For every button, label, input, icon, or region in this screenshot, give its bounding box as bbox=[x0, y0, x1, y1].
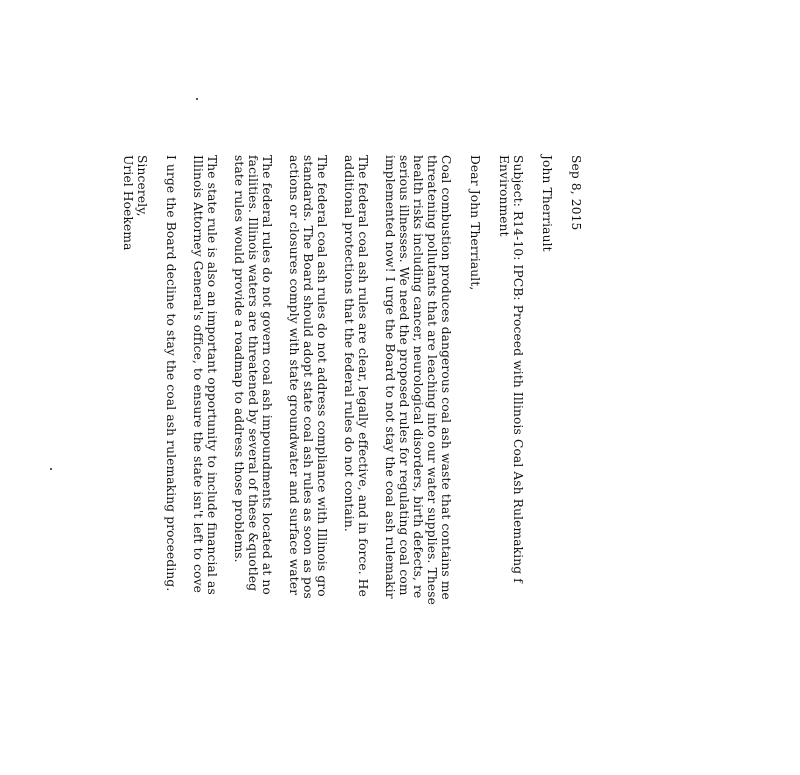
letter-subject-line-2: Environment bbox=[497, 155, 511, 237]
paragraph-3-line: standards. The Board should adopt state coal ash rules as soon as pos bbox=[301, 155, 315, 599]
paragraph-1-line: implemented now! I urge the Board to not stay the coal ash rulemakir bbox=[383, 155, 397, 599]
paragraph-5-line: The state rule is also an important opportunity to include financial as bbox=[205, 155, 219, 595]
letter-greeting: Dear John Therriault, bbox=[468, 155, 482, 291]
paragraph-1-line: serious illnesses. We need the proposed rules for regulating coal com bbox=[397, 155, 411, 596]
scan-speck bbox=[50, 468, 52, 470]
paragraph-1-line: health risks including cancer, neurological disorders, birth defects, re bbox=[411, 155, 425, 599]
letter-subject-line-1: Subject: R14-10: IPCB: Proceed with Illinois Coal Ash Rulemaking f bbox=[511, 155, 525, 583]
letter-date: Sep 8, 2015 bbox=[569, 155, 583, 231]
paragraph-1-line: threatening pollutants that are leaching into our water supplies. These bbox=[425, 155, 439, 605]
paragraph-5-line: Illinois Attorney General's office, to ensure the state isn't left to cove bbox=[191, 155, 205, 594]
paragraph-4-line: state rules would provide a roadmap to address those problems. bbox=[232, 155, 246, 563]
rotated-letter bbox=[121, 155, 583, 775]
letter-recipient: John Therriault bbox=[540, 155, 554, 252]
paragraph-1-line: Coal combustion produces dangerous coal ash waste that contains me bbox=[439, 155, 453, 600]
paragraph-3-line: The federal coal ash rules do not address compliance with Illinois gro bbox=[315, 155, 329, 597]
letter-closing: Sincerely, bbox=[135, 155, 149, 217]
paragraph-2-line: The federal coal ash rules are clear, legally effective, and in force. He bbox=[356, 155, 370, 597]
paragraph-6-line: I urge the Board decline to stay the coal ash rulemaking proceeding. bbox=[164, 155, 178, 592]
scan-speck bbox=[196, 98, 198, 100]
letter-signature: Uriel Hoekema bbox=[121, 155, 135, 251]
paragraph-4-line: facilities. Illinois waters are threatened by several of these &quotleg bbox=[246, 155, 260, 592]
paragraph-2-line: additional protections that the federal rules do not contain. bbox=[342, 155, 356, 532]
paragraph-3-line: actions or closures comply with state groundwater and surface water bbox=[287, 155, 301, 596]
paragraph-4-line: The federal rules do not govern coal ash impoundments located at no bbox=[260, 155, 274, 595]
